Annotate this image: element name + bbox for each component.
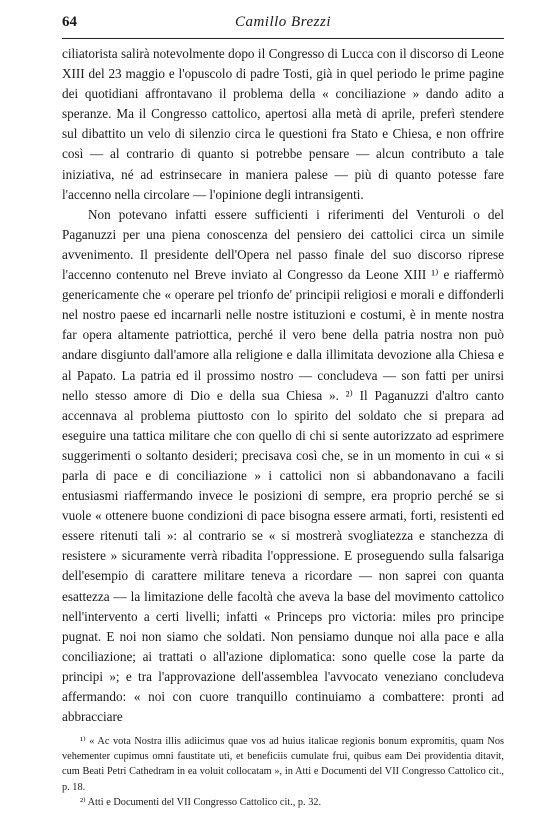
- footnote: ¹⁾ « Ac vota Nostra illis adiicimus quae vos ad huius italicae regionis bonum expromitis, quam Nos vehementer cupimus omni faustitate uti, et beneficiis cumulate frui, quibus eam Dei providentia ditavit, cum Beati Petri Cathedram in ea voluit collocatam », in Atti e Documenti del VII Congresso Cattolico cit., p. 18.: [62, 736, 504, 793]
- running-head: Camillo Brezzi: [234, 14, 332, 30]
- main-text: [62, 44, 504, 727]
- footnote: ²⁾ Atti e Documenti del VII Congresso Cattolico cit., p. 32.: [80, 796, 322, 808]
- paragraph: Non potevano infatti essere sufficienti i riferimenti del Venturoli o del Paganuzzi per una piena conoscenza del pensiero dei cattolici circa un simile avvenimento. Il presidente dell'Opera nel passo finale del suo discorso riprese l'accenno contenuto nel Breve inviato al Congresso da Leone XIII ¹⁾ e riaffermò genericamente che « operare pel trionfo de' principii religiosi e morali e diffonderli nel nostro paese ed incarnarli nelle nostre istituzioni e costumi, è in mente nostra far opera altamente patriottica, perché il vero bene della patria nostra non può andare disgiunto dall'amore alla religione e dalla illimitata devozione alla Chiesa e al Papato. La patria ed il prossimo nostro — concludeva — son fatti per unirsi nello stesso amore di Dio e della sua Chiesa ». ²⁾ Il Paganuzzi d'altro canto accennava al problema piuttosto con lo spirito del soldato che si prepara ad eseguire una tattica militare che con quello di chi si sente autorizzato ad esprimere suggerimenti o soltanto desideri; precisava così che, se in un momento in cui « si parla di pace e di conciliazione » i cattolici non si abbandonavano a facili entusiasmi riaffermando invece le posizioni di sempre, era proprio perché se si vuole « ottenere buone condizioni di pace bisogna essere armati, forti, resistenti ed essere ritenuti tali »: al contrario se « si mostrerà svogliatezza e stanchezza di resistere » sicuramente verrà ribadita l'oppressione. E proseguendo sulla falsariga dell'esempio di carattere militare teneva a ricordare — non saprei con quanta esattezza — la limitazione delle facoltà che aveva la base del movimento cattolico nell'intervento a certi livelli; infatti « Princeps pro victoria: miles pro principe pugnat. E noi non siamo che soldati. Non pensiamo dunque noi alla pace e alla conciliazione; ai trattati o all'azione diplomatica: sono quelle cose la parte da principi »; e tra l'approvazione dell'assemblea l'avvocato veneziano concludeva affermando: « noi con cuore tranquillo continuiamo a combattere: pronti ad abbracciare: [62, 206, 504, 725]
- footnotes: [62, 734, 504, 810]
- page-number: 64: [62, 14, 77, 30]
- paragraph: ciliatorista salirà notevolmente dopo il Congresso di Lucca con il discorso di Leone XIII del 23 maggio e l'opuscolo di padre Tosti, già in quel periodo le prime pagine dei quotidiani affrontavano il problema della « conciliazione » dando adito a speranze. Ma il Congresso cattolico, apertosi alla metà di aprile, preferì stendere sul dibattito un velo di silenzio circa le questioni fra Stato e Chiesa, e non offrire così — al contrario di quanto si potrebbe pensare — alcun contributo a tale iniziativa, né ad estrinsecare in maniera palese — più di quanto potesse fare l'accenno nella circolare — l'opinione degli intransigenti.: [62, 46, 504, 202]
- page-header: [62, 12, 504, 39]
